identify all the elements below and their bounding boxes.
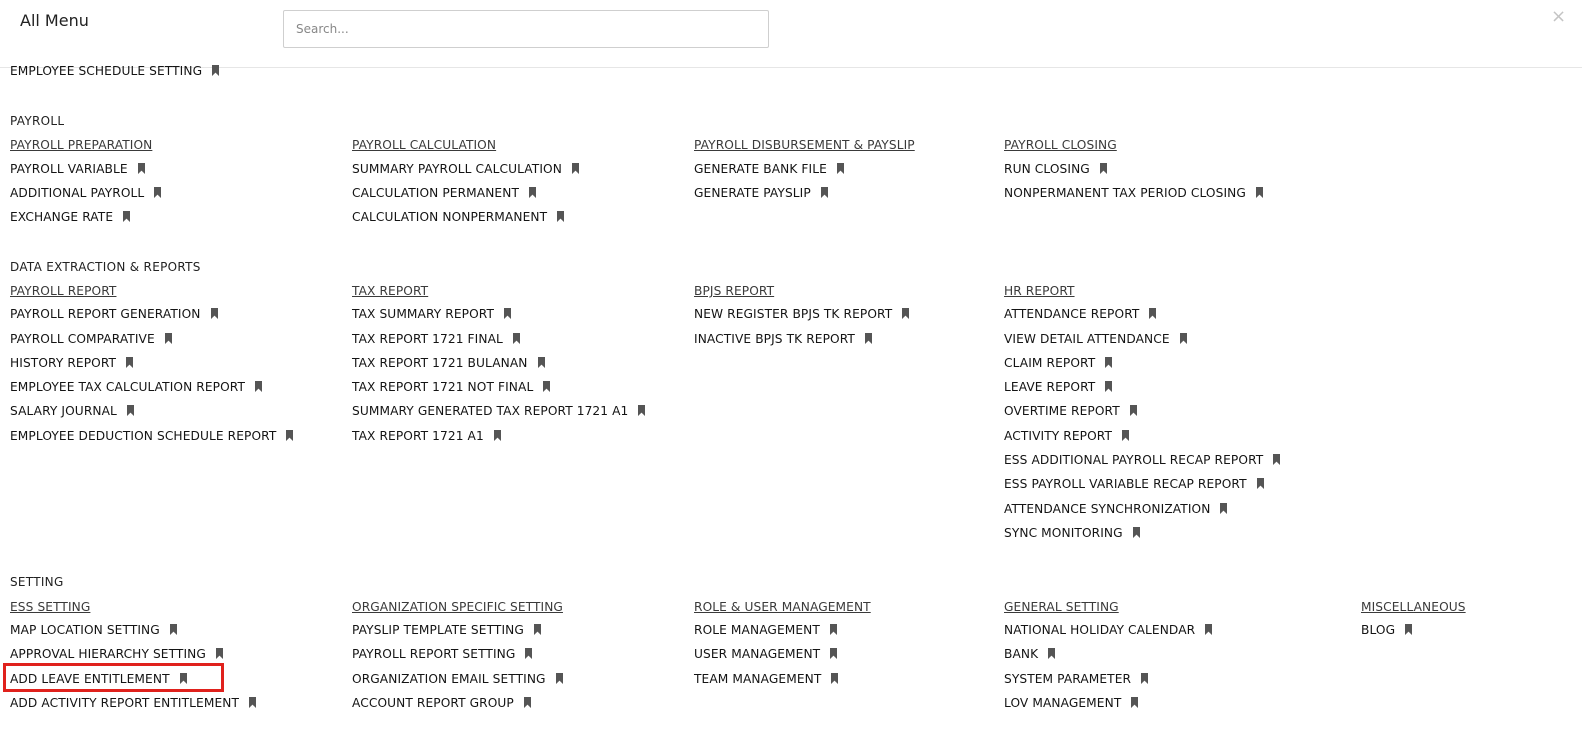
menu-item-leave-report[interactable] <box>1004 379 1112 395</box>
group-link-payroll-preparation[interactable] <box>10 137 152 153</box>
menu-item-map-location-setting[interactable] <box>10 622 177 638</box>
menu-item-label: BLOG <box>1361 623 1396 637</box>
menu-item-activity-report[interactable] <box>1004 428 1129 444</box>
menu-item-label: MAP LOCATION SETTING <box>10 623 160 637</box>
menu-item-label: ROLE & USER MANAGEMENT <box>694 600 871 614</box>
bookmark-icon[interactable] <box>255 381 262 392</box>
menu-item-employee-schedule-setting[interactable] <box>10 63 219 79</box>
bookmark-icon[interactable] <box>249 697 256 708</box>
bookmark-icon[interactable] <box>494 430 501 441</box>
menu-item-label: PAYROLL PREPARATION <box>10 138 153 152</box>
bookmark-icon[interactable] <box>1048 648 1055 659</box>
menu-item-label: PAYROLL REPORT SETTING <box>352 647 516 661</box>
menu-item-label: TAX REPORT 1721 FINAL <box>352 332 503 346</box>
bookmark-icon[interactable] <box>154 187 161 198</box>
menu-item-summary-generated-tax-report-1721-a1[interactable] <box>352 403 645 419</box>
menu-item-attendance-synchronization[interactable] <box>1004 501 1227 517</box>
menu-item-label: CALCULATION PERMANENT <box>352 186 519 200</box>
menu-item-label: TAX REPORT <box>352 284 429 298</box>
group-link-payroll-closing[interactable] <box>1004 137 1117 153</box>
group-link-bpjs-report[interactable] <box>694 283 774 299</box>
menu-item-label: ORGANIZATION EMAIL SETTING <box>352 672 546 686</box>
menu-item-label: CALCULATION NONPERMANENT <box>352 210 548 224</box>
bookmark-icon[interactable] <box>638 405 645 416</box>
bookmark-icon[interactable] <box>865 333 872 344</box>
menu-item-employee-tax-calculation-report[interactable] <box>10 379 262 395</box>
menu-item-label: HR REPORT <box>1004 284 1075 298</box>
menu-item-history-report[interactable] <box>10 355 133 371</box>
bookmark-icon[interactable] <box>216 648 223 659</box>
menu-item-label: PAYROLL CALCULATION <box>352 138 497 152</box>
bookmark-icon[interactable] <box>1180 333 1187 344</box>
highlight-box <box>3 663 224 692</box>
menu-item-label: MISCELLANEOUS <box>1361 600 1466 614</box>
menu-item-label: GENERATE PAYSLIP <box>694 186 811 200</box>
menu-item-payroll-report-setting[interactable] <box>352 646 532 662</box>
menu-item-payroll-report-generation[interactable] <box>10 306 218 322</box>
bookmark-icon[interactable] <box>1141 673 1148 684</box>
page-title: All Menu <box>20 11 89 30</box>
group-link-organization-specific-setting[interactable] <box>352 599 563 615</box>
bookmark-icon[interactable] <box>557 211 564 222</box>
bookmark-icon[interactable] <box>524 697 531 708</box>
group-link-miscellaneous[interactable] <box>1361 599 1466 615</box>
menu-item-national-holiday-calendar[interactable] <box>1004 622 1212 638</box>
menu-item-tax-report-1721-bulanan[interactable] <box>352 355 545 371</box>
menu-item-tax-summary-report[interactable] <box>352 306 511 322</box>
menu-item-sync-monitoring[interactable] <box>1004 525 1140 541</box>
group-link-payroll-disbursement-and-payslip[interactable] <box>694 137 915 153</box>
menu-item-label: HISTORY REPORT <box>10 356 117 370</box>
bookmark-icon[interactable] <box>123 211 130 222</box>
menu-item-bank[interactable] <box>1004 646 1055 662</box>
menu-item-label: PAYROLL REPORT <box>10 284 117 298</box>
menu-item-generate-bank-file[interactable] <box>694 161 844 177</box>
menu-item-run-closing[interactable] <box>1004 161 1107 177</box>
bookmark-icon[interactable] <box>543 381 550 392</box>
menu-item-label: PAYSLIP TEMPLATE SETTING <box>352 623 524 637</box>
bookmark-icon[interactable] <box>1131 697 1138 708</box>
menu-item-label: ESS SETTING <box>10 600 91 614</box>
menu-item-label: TAX SUMMARY REPORT <box>352 307 495 321</box>
menu-item-label: LOV MANAGEMENT <box>1004 696 1122 710</box>
menu-item-label: EMPLOYEE TAX CALCULATION REPORT <box>10 380 246 394</box>
menu-item-lov-management[interactable] <box>1004 695 1138 711</box>
menu-item-payslip-template-setting[interactable] <box>352 622 541 638</box>
menu-item-label: SETTING <box>10 575 64 589</box>
menu-item-label: NATIONAL HOLIDAY CALENDAR <box>1004 623 1196 637</box>
menu-item-overtime-report[interactable] <box>1004 403 1137 419</box>
menu-item-label: ACTIVITY REPORT <box>1004 429 1113 443</box>
bookmark-icon[interactable] <box>1149 308 1156 319</box>
menu-item-label: VIEW DETAIL ATTENDANCE <box>1004 332 1170 346</box>
bookmark-icon[interactable] <box>830 648 837 659</box>
menu-item-calculation-nonpermanent[interactable] <box>352 209 564 225</box>
menu-item-label: ESS ADDITIONAL PAYROLL RECAP REPORT <box>1004 453 1264 467</box>
bookmark-icon[interactable] <box>525 648 532 659</box>
menu-item-label: SYNC MONITORING <box>1004 526 1123 540</box>
close-icon[interactable]: × <box>1551 6 1567 27</box>
bookmark-icon[interactable] <box>534 624 541 635</box>
menu-item-label: BPJS REPORT <box>694 284 775 298</box>
menu-item-role-management[interactable] <box>694 622 837 638</box>
group-link-general-setting[interactable] <box>1004 599 1119 615</box>
menu-item-new-register-bpjs-tk-report[interactable] <box>694 306 909 322</box>
menu-item-label: ATTENDANCE SYNCHRONIZATION <box>1004 502 1211 516</box>
bookmark-icon[interactable] <box>1133 527 1140 538</box>
menu-item-label: EMPLOYEE SCHEDULE SETTING <box>10 64 203 78</box>
menu-item-label: ACCOUNT REPORT GROUP <box>352 696 514 710</box>
menu-item-exchange-rate[interactable] <box>10 209 130 225</box>
menu-item-add-activity-report-entitlement[interactable] <box>10 695 256 711</box>
bookmark-icon[interactable] <box>1130 405 1137 416</box>
bookmark-icon[interactable] <box>1122 430 1129 441</box>
bookmark-icon[interactable] <box>513 333 520 344</box>
menu-item-ess-payroll-variable-recap-report[interactable] <box>1004 476 1264 492</box>
menu-item-payroll-variable[interactable] <box>10 161 145 177</box>
menu-item-label: SYSTEM PARAMETER <box>1004 672 1132 686</box>
section-heading-setting <box>10 574 64 590</box>
menu-item-label: LEAVE REPORT <box>1004 380 1096 394</box>
menu-item-view-detail-attendance[interactable] <box>1004 331 1187 347</box>
bookmark-icon[interactable] <box>1220 503 1227 514</box>
bookmark-icon[interactable] <box>126 357 133 368</box>
menu-item-label: BANK <box>1004 647 1039 661</box>
menu-item-tax-report-1721-not-final[interactable] <box>352 379 550 395</box>
menu-item-label: ADD LEAVE ENTITLEMENT <box>10 672 170 686</box>
menu-item-label: ATTENDANCE REPORT <box>1004 307 1140 321</box>
menu-item-label: GENERAL SETTING <box>1004 600 1119 614</box>
menu-item-attendance-report[interactable] <box>1004 306 1156 322</box>
bookmark-icon[interactable] <box>1100 163 1107 174</box>
menu-item-label: APPROVAL HIERARCHY SETTING <box>10 647 206 661</box>
menu-item-nonpermanent-tax-period-closing[interactable] <box>1004 185 1263 201</box>
menu-item-label: NONPERMANENT TAX PERIOD CLOSING <box>1004 186 1246 200</box>
bookmark-icon[interactable] <box>212 65 219 76</box>
menu-item-inactive-bpjs-tk-report[interactable] <box>694 331 872 347</box>
menu-item-label: PAYROLL VARIABLE <box>10 162 128 176</box>
menu-item-account-report-group[interactable] <box>352 695 531 711</box>
group-link-ess-setting[interactable] <box>10 599 90 615</box>
menu-item-tax-report-1721-a1[interactable] <box>352 428 501 444</box>
menu-item-label: ORGANIZATION SPECIFIC SETTING <box>352 600 563 614</box>
menu-item-claim-report[interactable] <box>1004 355 1112 371</box>
bookmark-icon[interactable] <box>1273 454 1280 465</box>
bookmark-icon[interactable] <box>556 673 563 684</box>
bookmark-icon[interactable] <box>1257 478 1264 489</box>
bookmark-icon[interactable] <box>165 333 172 344</box>
menu-item-label: OVERTIME REPORT <box>1004 404 1120 418</box>
menu-item-label: TAX REPORT 1721 BULANAN <box>352 356 528 370</box>
menu-item-label: USER MANAGEMENT <box>694 647 821 661</box>
menu-item-blog[interactable] <box>1361 622 1412 638</box>
menu-item-label: ESS PAYROLL VARIABLE RECAP REPORT <box>1004 477 1247 491</box>
menu-item-label: DATA EXTRACTION & REPORTS <box>10 260 201 274</box>
bookmark-icon[interactable] <box>830 624 837 635</box>
menu-item-label: ROLE MANAGEMENT <box>694 623 820 637</box>
menu-item-label: ADDITIONAL PAYROLL <box>10 186 145 200</box>
menu-item-user-management[interactable] <box>694 646 837 662</box>
menu-item-label: SUMMARY PAYROLL CALCULATION <box>352 162 562 176</box>
menu-item-organization-email-setting[interactable] <box>352 671 563 687</box>
bookmark-icon[interactable] <box>170 624 177 635</box>
menu-item-label: TEAM MANAGEMENT <box>694 672 822 686</box>
menu-item-generate-payslip[interactable] <box>694 185 828 201</box>
menu-item-label: TAX REPORT 1721 A1 <box>352 429 484 443</box>
group-link-payroll-calculation[interactable] <box>352 137 496 153</box>
menu-item-salary-journal[interactable] <box>10 403 134 419</box>
menu-item-label: CLAIM REPORT <box>1004 356 1096 370</box>
bookmark-icon[interactable] <box>572 163 579 174</box>
menu-item-label: SUMMARY GENERATED TAX REPORT 1721 A1 <box>352 404 629 418</box>
search-input[interactable] <box>283 10 769 48</box>
menu-item-label: EMPLOYEE DEDUCTION SCHEDULE REPORT <box>10 429 277 443</box>
menu-item-label: ADD ACTIVITY REPORT ENTITLEMENT <box>10 696 240 710</box>
menu-item-additional-payroll[interactable] <box>10 185 161 201</box>
bookmark-icon[interactable] <box>821 187 828 198</box>
bookmark-icon[interactable] <box>538 357 545 368</box>
bookmark-icon[interactable] <box>504 308 511 319</box>
menu-item-label: EXCHANGE RATE <box>10 210 114 224</box>
menu-item-label: NEW REGISTER BPJS TK REPORT <box>694 307 893 321</box>
bookmark-icon[interactable] <box>1105 381 1112 392</box>
bookmark-icon[interactable] <box>831 673 838 684</box>
menu-item-label: INACTIVE BPJS TK REPORT <box>694 332 855 346</box>
menu-header <box>0 0 1582 68</box>
bookmark-icon[interactable] <box>902 308 909 319</box>
bookmark-icon[interactable] <box>837 163 844 174</box>
section-heading-data-extraction-and-reports <box>10 259 201 275</box>
group-link-tax-report[interactable] <box>352 283 428 299</box>
menu-item-label: RUN CLOSING <box>1004 162 1090 176</box>
menu-item-payroll-comparative[interactable] <box>10 331 172 347</box>
group-link-role-and-user-management[interactable] <box>694 599 871 615</box>
bookmark-icon[interactable] <box>1205 624 1212 635</box>
menu-item-tax-report-1721-final[interactable] <box>352 331 520 347</box>
menu-item-system-parameter[interactable] <box>1004 671 1148 687</box>
group-link-payroll-report[interactable] <box>10 283 116 299</box>
bookmark-icon[interactable] <box>127 405 134 416</box>
menu-item-ess-additional-payroll-recap-report[interactable] <box>1004 452 1280 468</box>
menu-item-label: PAYROLL DISBURSEMENT & PAYSLIP <box>694 138 915 152</box>
group-link-hr-report[interactable] <box>1004 283 1075 299</box>
section-heading-payroll <box>10 113 64 129</box>
bookmark-icon[interactable] <box>138 163 145 174</box>
menu-item-label: PAYROLL CLOSING <box>1004 138 1117 152</box>
menu-item-label: PAYROLL <box>10 114 65 128</box>
menu-item-label: SALARY JOURNAL <box>10 404 117 418</box>
bookmark-icon[interactable] <box>211 308 218 319</box>
menu-item-calculation-permanent[interactable] <box>352 185 536 201</box>
menu-item-label: PAYROLL COMPARATIVE <box>10 332 155 346</box>
bookmark-icon[interactable] <box>1105 357 1112 368</box>
menu-item-employee-deduction-schedule-report[interactable] <box>10 428 293 444</box>
menu-item-summary-payroll-calculation[interactable] <box>352 161 579 177</box>
menu-item-label: GENERATE BANK FILE <box>694 162 827 176</box>
menu-item-label: TAX REPORT 1721 NOT FINAL <box>352 380 534 394</box>
menu-item-label: PAYROLL REPORT GENERATION <box>10 307 201 321</box>
bookmark-icon[interactable] <box>286 430 293 441</box>
menu-item-approval-hierarchy-setting[interactable] <box>10 646 223 662</box>
menu-item-team-management[interactable] <box>694 671 838 687</box>
bookmark-icon[interactable] <box>1256 187 1263 198</box>
bookmark-icon[interactable] <box>529 187 536 198</box>
bookmark-icon[interactable] <box>1405 624 1412 635</box>
